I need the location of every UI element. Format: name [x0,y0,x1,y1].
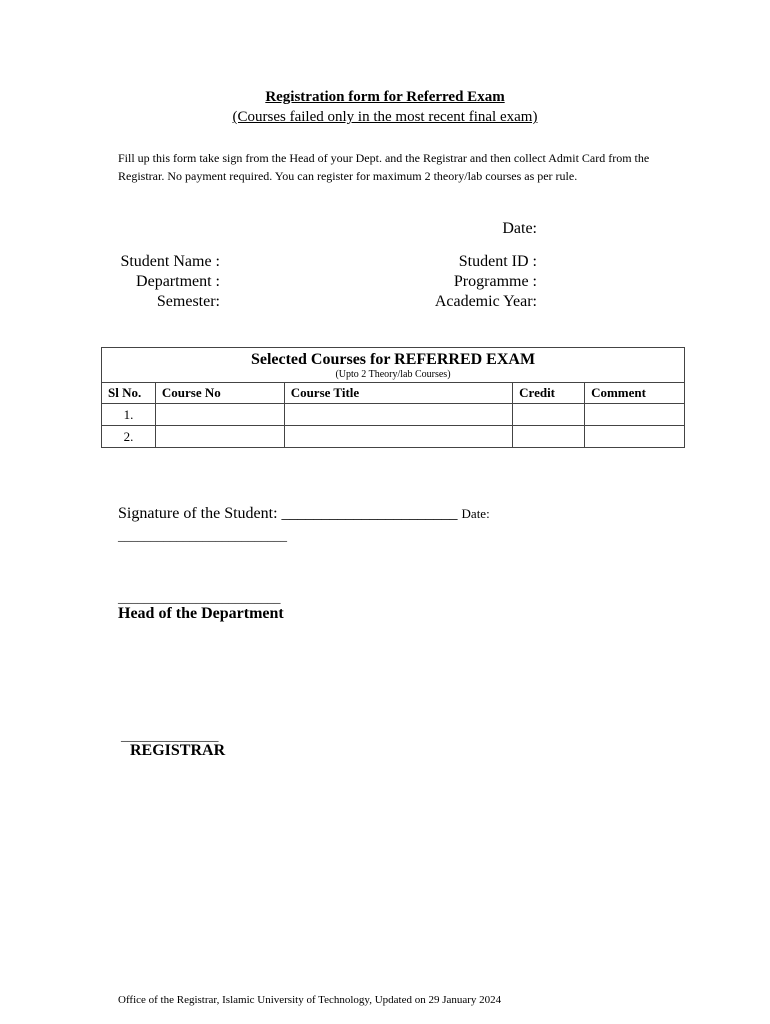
course-title-cell[interactable] [284,404,512,426]
date-label: Date: [502,220,537,237]
comment-cell[interactable] [585,404,685,426]
signature-date-line: __________________________ [118,528,287,543]
row-sl: 2. [102,426,156,448]
hod-signature-line: _________________________ [118,590,281,605]
courses-table [101,347,685,448]
table-caption-cell [102,348,685,383]
course-no-cell[interactable] [155,404,284,426]
academic-year-label: Academic Year: [434,293,537,310]
col-header-credit: Credit [513,383,585,404]
table-caption: Selected Courses for REFERRED EXAM [250,351,536,368]
table-row [102,404,685,426]
credit-cell[interactable] [513,404,585,426]
col-header-sl: Sl No. [102,383,156,404]
student-id-label: Student ID : [458,253,537,270]
programme-label: Programme : [453,273,537,290]
course-no-cell[interactable] [155,426,284,448]
course-title-cell[interactable] [284,426,512,448]
registrar-label: REGISTRAR [130,742,226,759]
instructions-text: Fill up this form take sign from the Head of your Dept. and the Registrar and then collect Admit Card from the Registrar. No payment required. You can register for maximum 2 theory/lab courses as per rule. [118,151,650,183]
row-sl: 1. [102,404,156,426]
signature-date-label: Date: [461,506,490,521]
department-label: Department : [136,273,220,290]
col-header-course-title: Course Title [284,383,512,404]
credit-cell[interactable] [513,426,585,448]
col-header-course-no: Course No [155,383,284,404]
student-signature-label: Signature of the Student: ______________________ [118,505,458,522]
footer-text: Office of the Registrar, Islamic University of Technology, Updated on 29 January 2024 [118,994,502,1006]
semester-label: Semester: [156,293,220,310]
student-name-label: Student Name : [120,253,220,270]
col-header-comment: Comment [585,383,685,404]
student-signature-line [118,505,490,523]
table-row [102,426,685,448]
table-subcaption: (Upto 2 Theory/lab Courses) [335,369,451,380]
registrar-signature-line: _______________ [121,728,219,743]
hod-label: Head of the Department [118,605,284,622]
form-subtitle: (Courses failed only in the most recent final exam) [232,109,538,125]
table-header-row [102,383,685,404]
form-title: Registration form for Referred Exam [265,89,505,105]
table-caption-row [102,348,685,383]
comment-cell[interactable] [585,426,685,448]
